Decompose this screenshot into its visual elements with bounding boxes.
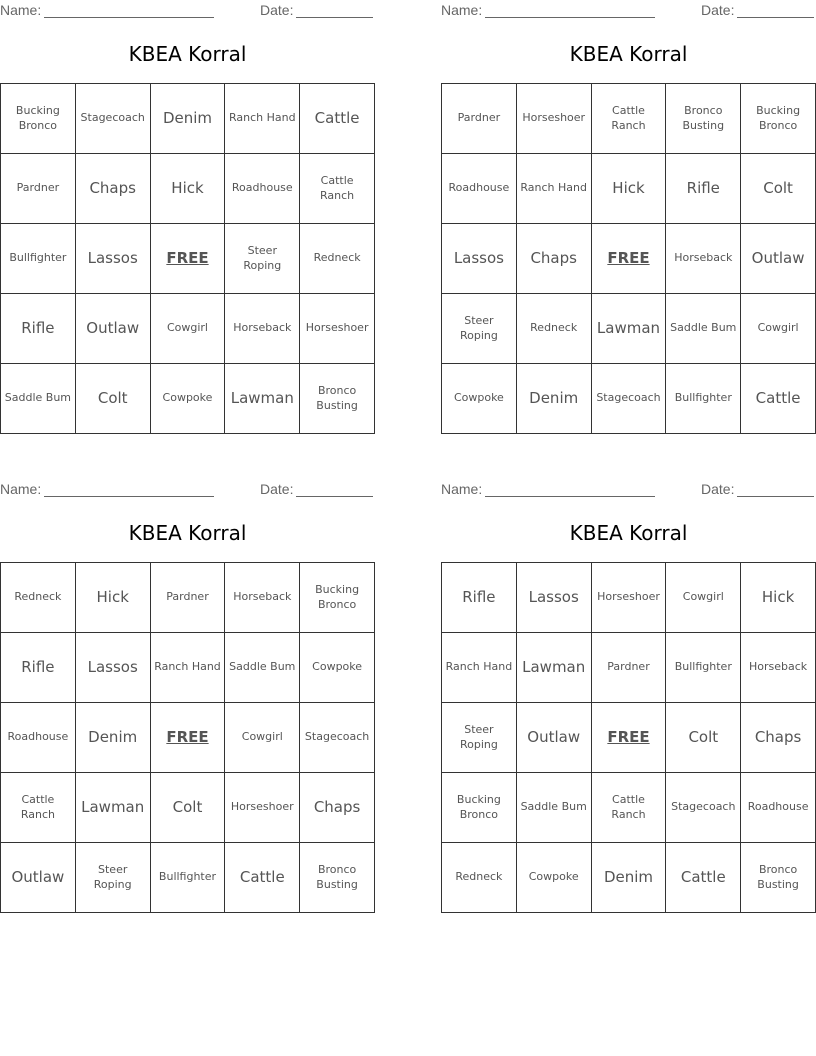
bingo-cell: Cowgirl <box>150 294 225 364</box>
bingo-cell: Outlaw <box>516 703 591 773</box>
bingo-row <box>1 224 375 294</box>
free-space: FREE <box>150 703 225 773</box>
bingo-cell: Outlaw <box>741 224 816 294</box>
bingo-row <box>442 154 816 224</box>
bingo-cell: Rifle <box>666 154 741 224</box>
bingo-row <box>1 773 375 843</box>
date-label: Date: <box>260 481 294 497</box>
bingo-cell: Bucking Bronco <box>1 84 76 154</box>
bingo-cell: Chaps <box>75 154 150 224</box>
bingo-cell: Colt <box>75 364 150 434</box>
card-header <box>441 0 816 20</box>
bingo-cell: Cattle Ranch <box>1 773 76 843</box>
bingo-cell: Saddle Bum <box>225 633 300 703</box>
bingo-cell: Chaps <box>516 224 591 294</box>
bingo-row <box>1 843 375 913</box>
bingo-row <box>442 294 816 364</box>
name-blank-line <box>485 4 655 18</box>
bingo-row <box>1 703 375 773</box>
bingo-cell: Cowgirl <box>741 294 816 364</box>
bingo-cell: Bullfighter <box>666 364 741 434</box>
bingo-cell: Cowpoke <box>516 843 591 913</box>
bingo-row <box>1 364 375 434</box>
bingo-cell: Bucking Bronco <box>300 563 375 633</box>
name-label: Name: <box>0 481 42 497</box>
bingo-cell: Cowpoke <box>150 364 225 434</box>
bingo-cell: Ranch Hand <box>442 633 517 703</box>
bingo-grid <box>0 562 375 913</box>
bingo-cell: Cattle <box>666 843 741 913</box>
bingo-cell: Saddle Bum <box>516 773 591 843</box>
bingo-row <box>442 224 816 294</box>
bingo-row <box>442 703 816 773</box>
name-blank-line <box>44 4 214 18</box>
bingo-cell: Saddle Bum <box>1 364 76 434</box>
bingo-cell: Stagecoach <box>75 84 150 154</box>
card-title: KBEA Korral <box>128 42 247 66</box>
bingo-cell: Cattle <box>741 364 816 434</box>
bingo-cell: Denim <box>516 364 591 434</box>
bingo-cell: Colt <box>150 773 225 843</box>
date-blank-line <box>296 4 373 18</box>
card-title: KBEA Korral <box>569 42 688 66</box>
bingo-row <box>1 154 375 224</box>
bingo-cell: Redneck <box>442 843 517 913</box>
bingo-row <box>1 84 375 154</box>
bingo-cell: Ranch Hand <box>225 84 300 154</box>
bingo-cell: Cowgirl <box>666 563 741 633</box>
bingo-cell: Rifle <box>1 633 76 703</box>
bingo-cell: Pardner <box>591 633 666 703</box>
bingo-cell: Lassos <box>75 224 150 294</box>
card-header <box>441 479 816 499</box>
bingo-cell: Horseback <box>666 224 741 294</box>
bingo-cell: Stagecoach <box>300 703 375 773</box>
bingo-cell: Cattle Ranch <box>300 154 375 224</box>
name-blank-line <box>44 483 214 497</box>
bingo-cell: Cattle <box>300 84 375 154</box>
card-header <box>0 479 375 499</box>
bingo-cell: Colt <box>741 154 816 224</box>
bingo-cell: Bullfighter <box>666 633 741 703</box>
bingo-cell: Redneck <box>300 224 375 294</box>
bingo-cell: Roadhouse <box>225 154 300 224</box>
bingo-cell: Cattle Ranch <box>591 84 666 154</box>
bingo-cell: Steer Roping <box>442 703 517 773</box>
bingo-cell: Cattle <box>225 843 300 913</box>
bingo-row <box>1 294 375 364</box>
bingo-row <box>442 364 816 434</box>
free-space: FREE <box>591 224 666 294</box>
bingo-cell: Pardner <box>1 154 76 224</box>
date-label: Date: <box>701 481 735 497</box>
bingo-cell: Denim <box>591 843 666 913</box>
bingo-cell: Ranch Hand <box>516 154 591 224</box>
bingo-cell: Roadhouse <box>741 773 816 843</box>
bingo-cell: Colt <box>666 703 741 773</box>
date-label: Date: <box>701 2 735 18</box>
bingo-row <box>442 843 816 913</box>
bingo-cell: Lawman <box>225 364 300 434</box>
bingo-cell: Roadhouse <box>442 154 517 224</box>
bingo-cell: Hick <box>741 563 816 633</box>
bingo-cell: Ranch Hand <box>150 633 225 703</box>
bingo-row <box>442 633 816 703</box>
bingo-cell: Bucking Bronco <box>741 84 816 154</box>
name-label: Name: <box>0 2 42 18</box>
bingo-cell: Horseshoer <box>516 84 591 154</box>
bingo-cell: Hick <box>591 154 666 224</box>
bingo-cell: Lawman <box>591 294 666 364</box>
name-label: Name: <box>441 2 483 18</box>
bingo-cell: Horseshoer <box>300 294 375 364</box>
bingo-cell: Cowpoke <box>442 364 517 434</box>
bingo-cell: Horseback <box>225 563 300 633</box>
bingo-cell: Horseshoer <box>225 773 300 843</box>
bingo-cell: Roadhouse <box>1 703 76 773</box>
bingo-cell: Steer Roping <box>442 294 517 364</box>
bingo-row <box>1 633 375 703</box>
bingo-cell: Horseback <box>225 294 300 364</box>
bingo-cell: Redneck <box>1 563 76 633</box>
bingo-cell: Chaps <box>300 773 375 843</box>
card-title: KBEA Korral <box>128 521 247 545</box>
bingo-row <box>442 773 816 843</box>
card-title: KBEA Korral <box>569 521 688 545</box>
bingo-grid <box>441 83 816 434</box>
bingo-cell: Pardner <box>150 563 225 633</box>
bingo-cell: Bullfighter <box>150 843 225 913</box>
free-space: FREE <box>150 224 225 294</box>
bingo-cell: Denim <box>150 84 225 154</box>
bingo-cell: Hick <box>75 563 150 633</box>
bingo-cell: Lawman <box>75 773 150 843</box>
bingo-cell: Lassos <box>75 633 150 703</box>
bingo-cell: Horseshoer <box>591 563 666 633</box>
bingo-cell: Rifle <box>1 294 76 364</box>
bingo-cell: Cowgirl <box>225 703 300 773</box>
date-blank-line <box>296 483 373 497</box>
bingo-grid <box>441 562 816 913</box>
bingo-cell: Outlaw <box>75 294 150 364</box>
bingo-cell: Chaps <box>741 703 816 773</box>
bingo-cell: Steer Roping <box>225 224 300 294</box>
bingo-cell: Cowpoke <box>300 633 375 703</box>
bingo-cell: Lawman <box>516 633 591 703</box>
date-blank-line <box>737 4 814 18</box>
bingo-row <box>1 563 375 633</box>
card-header <box>0 0 375 20</box>
bingo-cell: Stagecoach <box>591 364 666 434</box>
bingo-cell: Stagecoach <box>666 773 741 843</box>
bingo-cell: Lassos <box>516 563 591 633</box>
bingo-row <box>442 563 816 633</box>
bingo-cell: Rifle <box>442 563 517 633</box>
bingo-cell: Outlaw <box>1 843 76 913</box>
bingo-grid <box>0 83 375 434</box>
date-label: Date: <box>260 2 294 18</box>
bingo-cell: Cattle Ranch <box>591 773 666 843</box>
date-blank-line <box>737 483 814 497</box>
bingo-cell: Lassos <box>442 224 517 294</box>
bingo-cell: Denim <box>75 703 150 773</box>
bingo-cell: Bronco Busting <box>666 84 741 154</box>
bingo-cell: Bronco Busting <box>741 843 816 913</box>
name-blank-line <box>485 483 655 497</box>
name-label: Name: <box>441 481 483 497</box>
bingo-cell: Bullfighter <box>1 224 76 294</box>
bingo-row <box>442 84 816 154</box>
free-space: FREE <box>591 703 666 773</box>
bingo-cell: Redneck <box>516 294 591 364</box>
bingo-cell: Bronco Busting <box>300 843 375 913</box>
bingo-cell: Hick <box>150 154 225 224</box>
bingo-cell: Horseback <box>741 633 816 703</box>
bingo-cell: Saddle Bum <box>666 294 741 364</box>
bingo-cell: Pardner <box>442 84 517 154</box>
bingo-cell: Bucking Bronco <box>442 773 517 843</box>
bingo-cell: Bronco Busting <box>300 364 375 434</box>
bingo-cell: Steer Roping <box>75 843 150 913</box>
